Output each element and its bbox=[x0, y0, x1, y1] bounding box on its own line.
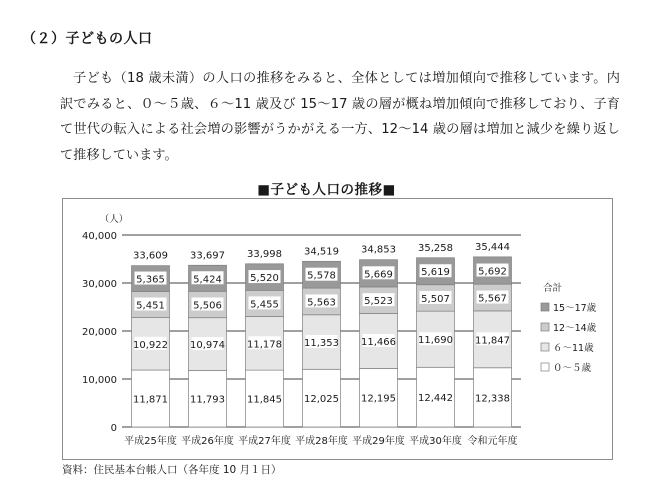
total-label: 33,609 bbox=[133, 250, 168, 262]
y-tick-label: 10,000 bbox=[82, 375, 117, 386]
y-tick-label: 40,000 bbox=[82, 231, 117, 242]
source-note: 資料：住民基本台帳人口（各年度 10 月１日） bbox=[62, 464, 282, 476]
legend-swatch bbox=[541, 323, 549, 331]
y-tick-label: 0 bbox=[110, 423, 117, 434]
data-label: 5,520 bbox=[250, 273, 279, 285]
data-label: 5,692 bbox=[478, 266, 507, 278]
data-label: 11,793 bbox=[190, 394, 225, 406]
y-unit-label: （人） bbox=[99, 214, 129, 225]
data-label: 11,353 bbox=[304, 338, 339, 350]
x-tick-label: 令和元年度 bbox=[467, 436, 518, 447]
data-label: 12,442 bbox=[418, 393, 453, 405]
chart-frame bbox=[62, 198, 613, 460]
data-label: 5,507 bbox=[421, 293, 450, 305]
data-label: 12,025 bbox=[304, 394, 339, 406]
data-label: 5,365 bbox=[136, 274, 165, 286]
chart-title: ■子ども人口の推移■ bbox=[257, 182, 396, 198]
data-label: 11,466 bbox=[361, 336, 396, 348]
total-label: 33,998 bbox=[247, 248, 282, 260]
x-tick-label: 平成27年度 bbox=[238, 436, 291, 447]
data-label: 11,845 bbox=[247, 394, 282, 406]
data-label: 5,455 bbox=[250, 299, 279, 311]
legend-title: 合計 bbox=[543, 283, 563, 294]
legend-swatch bbox=[541, 303, 549, 311]
x-tick-label: 平成29年度 bbox=[352, 436, 405, 447]
data-label: 5,424 bbox=[193, 274, 222, 286]
stacked-bar-chart bbox=[63, 199, 614, 461]
data-label: 11,847 bbox=[475, 335, 510, 347]
data-label: 5,523 bbox=[364, 296, 393, 308]
body-paragraph: 子ども（18 歳未満）の人口の推移をみると、全体としては増加傾向で推移しています。内訳でみると、０～５歳、６～11 歳及び 15～17 歳の層が概ね増加傾向で推移しており、子育て世代の転入による社会増の影響がうかがえる一方、12～14 歳の層は増加と減少を繰り返して推移しています。 bbox=[60, 71, 620, 163]
x-tick-label: 平成26年度 bbox=[181, 436, 234, 447]
total-label: 33,697 bbox=[190, 250, 225, 262]
y-tick-label: 30,000 bbox=[82, 279, 117, 290]
section-heading: （２）子どもの人口 bbox=[22, 31, 153, 47]
x-tick-label: 平成30年度 bbox=[409, 436, 462, 447]
legend-label: ０～５歳 bbox=[553, 363, 592, 374]
legend-swatch bbox=[541, 363, 549, 371]
total-label: 35,444 bbox=[475, 241, 510, 253]
data-label: 10,922 bbox=[133, 339, 168, 351]
total-label: 35,258 bbox=[418, 242, 453, 254]
data-label: 5,619 bbox=[421, 267, 450, 279]
data-label: 10,974 bbox=[190, 340, 225, 352]
data-label: 5,563 bbox=[307, 297, 336, 309]
data-label: 5,506 bbox=[193, 300, 222, 312]
total-label: 34,853 bbox=[361, 244, 396, 256]
legend-swatch bbox=[541, 343, 549, 351]
data-label: 11,871 bbox=[133, 394, 168, 406]
data-label: 12,195 bbox=[361, 393, 396, 405]
data-label: 5,567 bbox=[478, 293, 507, 305]
total-label: 34,519 bbox=[304, 246, 339, 258]
data-label: 5,451 bbox=[136, 300, 165, 312]
data-label: 12,338 bbox=[475, 393, 510, 405]
legend-label: 12～14歳 bbox=[553, 323, 597, 334]
y-tick-label: 20,000 bbox=[82, 327, 117, 338]
x-tick-label: 平成25年度 bbox=[124, 436, 177, 447]
data-label: 11,178 bbox=[247, 339, 282, 351]
data-label: 5,578 bbox=[307, 270, 336, 282]
legend-label: 15～17歳 bbox=[553, 303, 597, 314]
x-tick-label: 平成28年度 bbox=[295, 436, 348, 447]
data-label: 5,669 bbox=[364, 269, 393, 281]
legend-label: ６～11歳 bbox=[553, 343, 594, 354]
data-label: 11,690 bbox=[418, 335, 453, 347]
